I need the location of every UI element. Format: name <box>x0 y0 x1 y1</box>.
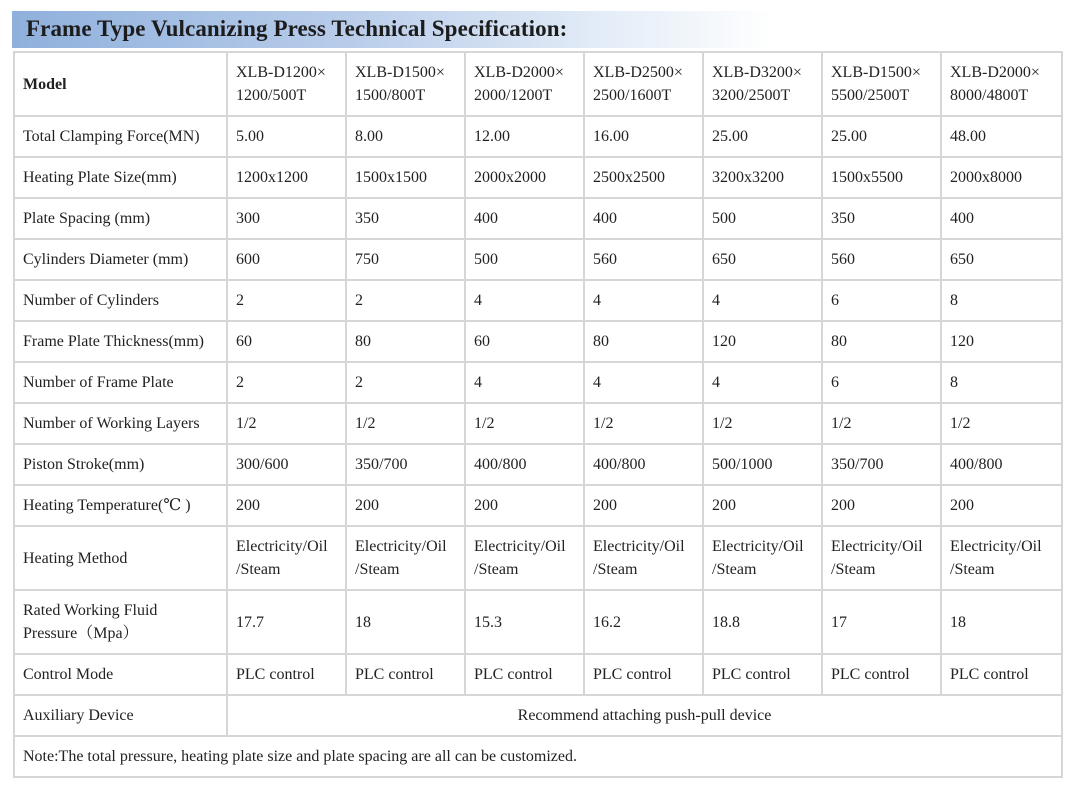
spec-row <box>14 362 1062 403</box>
value-cell: 80 <box>822 321 941 362</box>
spec-row <box>14 485 1062 526</box>
row-label: Cylinders Diameter (mm) <box>14 239 227 280</box>
value-cell: 2 <box>227 280 346 321</box>
value-cell: 17 <box>822 590 941 654</box>
value-cell: 18.8 <box>703 590 822 654</box>
value-cell: 18 <box>346 590 465 654</box>
value-cell: 200 <box>941 485 1062 526</box>
value-cell: 16.2 <box>584 590 703 654</box>
value-cell: 1/2 <box>822 403 941 444</box>
row-label: Number of Working Layers <box>14 403 227 444</box>
value-cell: 4 <box>465 362 584 403</box>
value-cell: 4 <box>584 362 703 403</box>
value-cell: Electricity/Oil /Steam <box>227 526 346 590</box>
value-cell: 750 <box>346 239 465 280</box>
value-cell: 2000x2000 <box>465 157 584 198</box>
value-cell: 200 <box>465 485 584 526</box>
value-cell: 300 <box>227 198 346 239</box>
value-cell: 12.00 <box>465 116 584 157</box>
value-cell: 4 <box>465 280 584 321</box>
value-cell: 650 <box>703 239 822 280</box>
value-cell: 16.00 <box>584 116 703 157</box>
value-cell: 8.00 <box>346 116 465 157</box>
row-label: Plate Spacing (mm) <box>14 198 227 239</box>
heating-method-row <box>14 526 1062 590</box>
spec-row <box>14 444 1062 485</box>
value-cell: 4 <box>703 362 822 403</box>
value-cell: 1/2 <box>465 403 584 444</box>
value-cell: Electricity/Oil /Steam <box>703 526 822 590</box>
value-cell: 650 <box>941 239 1062 280</box>
auxiliary-row <box>14 695 1062 736</box>
value-cell: 200 <box>227 485 346 526</box>
value-cell: 1/2 <box>227 403 346 444</box>
value-cell: 200 <box>584 485 703 526</box>
control-mode-row <box>14 654 1062 695</box>
pressure-row <box>14 590 1062 654</box>
value-cell: 1500x1500 <box>346 157 465 198</box>
spec-row <box>14 116 1062 157</box>
row-label: Auxiliary Device <box>14 695 227 736</box>
value-cell: 350 <box>346 198 465 239</box>
value-cell: 2 <box>346 362 465 403</box>
row-label: Heating Temperature(℃ ) <box>14 485 227 526</box>
value-cell: 400 <box>465 198 584 239</box>
value-cell: 80 <box>584 321 703 362</box>
value-cell: Electricity/Oil /Steam <box>346 526 465 590</box>
value-cell: 60 <box>465 321 584 362</box>
value-cell: 400/800 <box>941 444 1062 485</box>
header-row <box>14 52 1062 116</box>
value-cell: 500/1000 <box>703 444 822 485</box>
note-row <box>14 736 1062 777</box>
spec-table <box>13 51 1063 778</box>
row-label: Heating Plate Size(mm) <box>14 157 227 198</box>
value-cell: PLC control <box>703 654 822 695</box>
value-cell: 1/2 <box>941 403 1062 444</box>
value-cell: 80 <box>346 321 465 362</box>
value-cell: 200 <box>346 485 465 526</box>
spec-row <box>14 198 1062 239</box>
model-cell: XLB-D2000× 8000/4800T <box>941 52 1062 116</box>
note-text: Note:The total pressure, heating plate size and plate spacing are all can be customized. <box>14 736 1062 777</box>
value-cell: 200 <box>822 485 941 526</box>
value-cell: 8 <box>941 362 1062 403</box>
value-cell: 2000x8000 <box>941 157 1062 198</box>
value-cell: 560 <box>822 239 941 280</box>
value-cell: 350/700 <box>822 444 941 485</box>
value-cell: 500 <box>465 239 584 280</box>
value-cell: 6 <box>822 280 941 321</box>
page-title: Frame Type Vulcanizing Press Technical Specification: <box>26 16 568 41</box>
spec-row <box>14 157 1062 198</box>
value-cell: 2 <box>227 362 346 403</box>
value-cell: 48.00 <box>941 116 1062 157</box>
auxiliary-value: Recommend attaching push-pull device <box>227 695 1062 736</box>
value-cell: 350/700 <box>346 444 465 485</box>
value-cell: 2 <box>346 280 465 321</box>
row-label: Number of Cylinders <box>14 280 227 321</box>
row-label: Frame Plate Thickness(mm) <box>14 321 227 362</box>
model-cell: XLB-D1200× 1200/500T <box>227 52 346 116</box>
value-cell: 15.3 <box>465 590 584 654</box>
value-cell: 4 <box>584 280 703 321</box>
value-cell: 120 <box>703 321 822 362</box>
value-cell: Electricity/Oil /Steam <box>822 526 941 590</box>
value-cell: 560 <box>584 239 703 280</box>
spec-row <box>14 280 1062 321</box>
row-label: Heating Method <box>14 526 227 590</box>
value-cell: 18 <box>941 590 1062 654</box>
value-cell: 1/2 <box>346 403 465 444</box>
spec-row <box>14 403 1062 444</box>
spec-row <box>14 239 1062 280</box>
value-cell: 1/2 <box>703 403 822 444</box>
spec-row <box>14 321 1062 362</box>
row-label: Rated Working Fluid Pressure（Mpa） <box>14 590 227 654</box>
model-cell: XLB-D2500× 2500/1600T <box>584 52 703 116</box>
value-cell: PLC control <box>465 654 584 695</box>
value-cell: 300/600 <box>227 444 346 485</box>
value-cell: 200 <box>703 485 822 526</box>
value-cell: PLC control <box>941 654 1062 695</box>
value-cell: 120 <box>941 321 1062 362</box>
value-cell: 1/2 <box>584 403 703 444</box>
model-cell: XLB-D1500× 1500/800T <box>346 52 465 116</box>
model-cell: XLB-D2000× 2000/1200T <box>465 52 584 116</box>
value-cell: 60 <box>227 321 346 362</box>
value-cell: Electricity/Oil /Steam <box>465 526 584 590</box>
value-cell: 1500x5500 <box>822 157 941 198</box>
value-cell: 8 <box>941 280 1062 321</box>
row-label: Control Mode <box>14 654 227 695</box>
value-cell: 1200x1200 <box>227 157 346 198</box>
value-cell: Electricity/Oil /Steam <box>941 526 1062 590</box>
value-cell: PLC control <box>346 654 465 695</box>
title-banner <box>12 11 772 48</box>
row-label: Total Clamping Force(MN) <box>14 116 227 157</box>
value-cell: 3200x3200 <box>703 157 822 198</box>
row-label: Piston Stroke(mm) <box>14 444 227 485</box>
value-cell: Electricity/Oil /Steam <box>584 526 703 590</box>
model-cell: XLB-D3200× 3200/2500T <box>703 52 822 116</box>
value-cell: 17.7 <box>227 590 346 654</box>
header-label: Model <box>14 52 227 116</box>
value-cell: 4 <box>703 280 822 321</box>
model-cell: XLB-D1500× 5500/2500T <box>822 52 941 116</box>
value-cell: 5.00 <box>227 116 346 157</box>
value-cell: 400 <box>941 198 1062 239</box>
value-cell: PLC control <box>584 654 703 695</box>
value-cell: 400 <box>584 198 703 239</box>
value-cell: PLC control <box>227 654 346 695</box>
value-cell: 25.00 <box>822 116 941 157</box>
value-cell: 400/800 <box>465 444 584 485</box>
value-cell: 25.00 <box>703 116 822 157</box>
value-cell: 600 <box>227 239 346 280</box>
value-cell: 350 <box>822 198 941 239</box>
value-cell: 500 <box>703 198 822 239</box>
row-label: Number of Frame Plate <box>14 362 227 403</box>
value-cell: 2500x2500 <box>584 157 703 198</box>
value-cell: 6 <box>822 362 941 403</box>
value-cell: PLC control <box>822 654 941 695</box>
value-cell: 400/800 <box>584 444 703 485</box>
